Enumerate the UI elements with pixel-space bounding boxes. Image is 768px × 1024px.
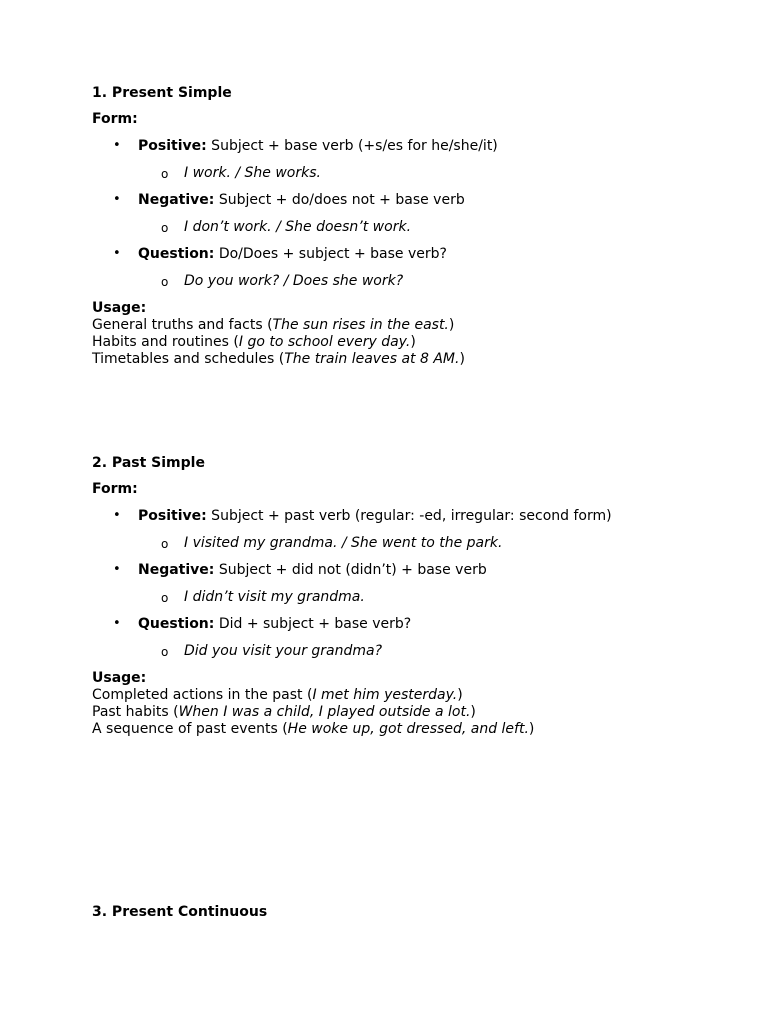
usage-text: Completed actions in the past ( [92,687,313,703]
list-item-question [92,245,728,263]
list-item-negative [92,191,728,209]
usage-close: ) [410,334,416,350]
item-text: Did + subject + base verb? [214,616,412,632]
usage-close: ) [470,704,476,720]
item-text: Subject + did not (didn’t) + base verb [214,562,487,578]
bullet-icon: • [113,192,121,207]
usage-text: Past habits ( [92,704,179,720]
list-item-positive [92,507,728,525]
section-past-simple [92,454,728,738]
usage-item [92,351,728,368]
bullet-icon: • [113,246,121,261]
usage-label: Usage: [92,300,147,316]
sub-bullet-icon: o [161,645,169,659]
section-title: 1. Present Simple [92,85,232,101]
sub-bullet-icon: o [161,591,169,605]
usage-example: He woke up, got dressed, and left. [287,721,529,737]
sub-bullet-icon: o [161,221,169,235]
usage-example: When I was a child, I played outside a lot. [178,704,471,720]
form-label: Form: [92,481,138,497]
example-text: I visited my grandma. / She went to the park. [184,535,503,551]
example-item [92,272,728,290]
usage-item [92,334,728,351]
usage-close: ) [459,351,465,367]
list-item-positive [92,137,728,155]
usage-example: The train leaves at 8 AM. [284,351,460,367]
usage-item [92,704,728,721]
usage-text: A sequence of past events ( [92,721,288,737]
list-item-negative [92,561,728,579]
list-item-question [92,615,728,633]
example-text: I didn’t visit my grandma. [184,589,365,605]
example-text: I don’t work. / She doesn’t work. [184,219,412,235]
example-item [92,534,728,552]
item-label: Question: [138,616,215,632]
section-title: 3. Present Continuous [92,904,268,920]
item-text: Subject + base verb (+s/es for he/she/it) [206,138,498,154]
example-text: Did you visit your grandma? [184,643,383,659]
sub-bullet-icon: o [161,537,169,551]
sub-bullet-icon: o [161,167,169,181]
item-text: Subject + past verb (regular: -ed, irregular: second form) [206,508,612,524]
usage-example: The sun rises in the east. [272,317,449,333]
usage-item [92,721,728,738]
bullet-icon: • [113,138,121,153]
item-label: Question: [138,246,215,262]
sub-bullet-icon: o [161,275,169,289]
usage-close: ) [457,687,463,703]
usage-label: Usage: [92,670,147,686]
example-text: I work. / She works. [184,165,321,181]
example-item [92,642,728,660]
bullet-icon: • [113,562,121,577]
usage-text: Habits and routines ( [92,334,239,350]
form-label: Form: [92,111,138,127]
section-title: 2. Past Simple [92,455,205,471]
example-item [92,164,728,182]
usage-example: I go to school every day. [238,334,411,350]
item-label: Negative: [138,192,215,208]
item-label: Positive: [138,508,207,524]
item-text: Do/Does + subject + base verb? [214,246,447,262]
usage-text: General truths and facts ( [92,317,273,333]
usage-item [92,687,728,704]
form-list [92,507,728,660]
item-label: Negative: [138,562,215,578]
item-text: Subject + do/does not + base verb [214,192,465,208]
example-item [92,588,728,606]
usage-example: I met him yesterday. [312,687,458,703]
usage-item [92,317,728,334]
example-item [92,218,728,236]
bullet-icon: • [113,508,121,523]
example-text: Do you work? / Does she work? [184,273,404,289]
bullet-icon: • [113,616,121,631]
item-label: Positive: [138,138,207,154]
usage-close: ) [448,317,455,333]
form-list [92,137,728,290]
usage-text: Timetables and schedules ( [92,351,285,367]
section-present-simple [92,84,728,368]
section-present-continuous [92,903,728,921]
usage-close: ) [528,721,535,737]
